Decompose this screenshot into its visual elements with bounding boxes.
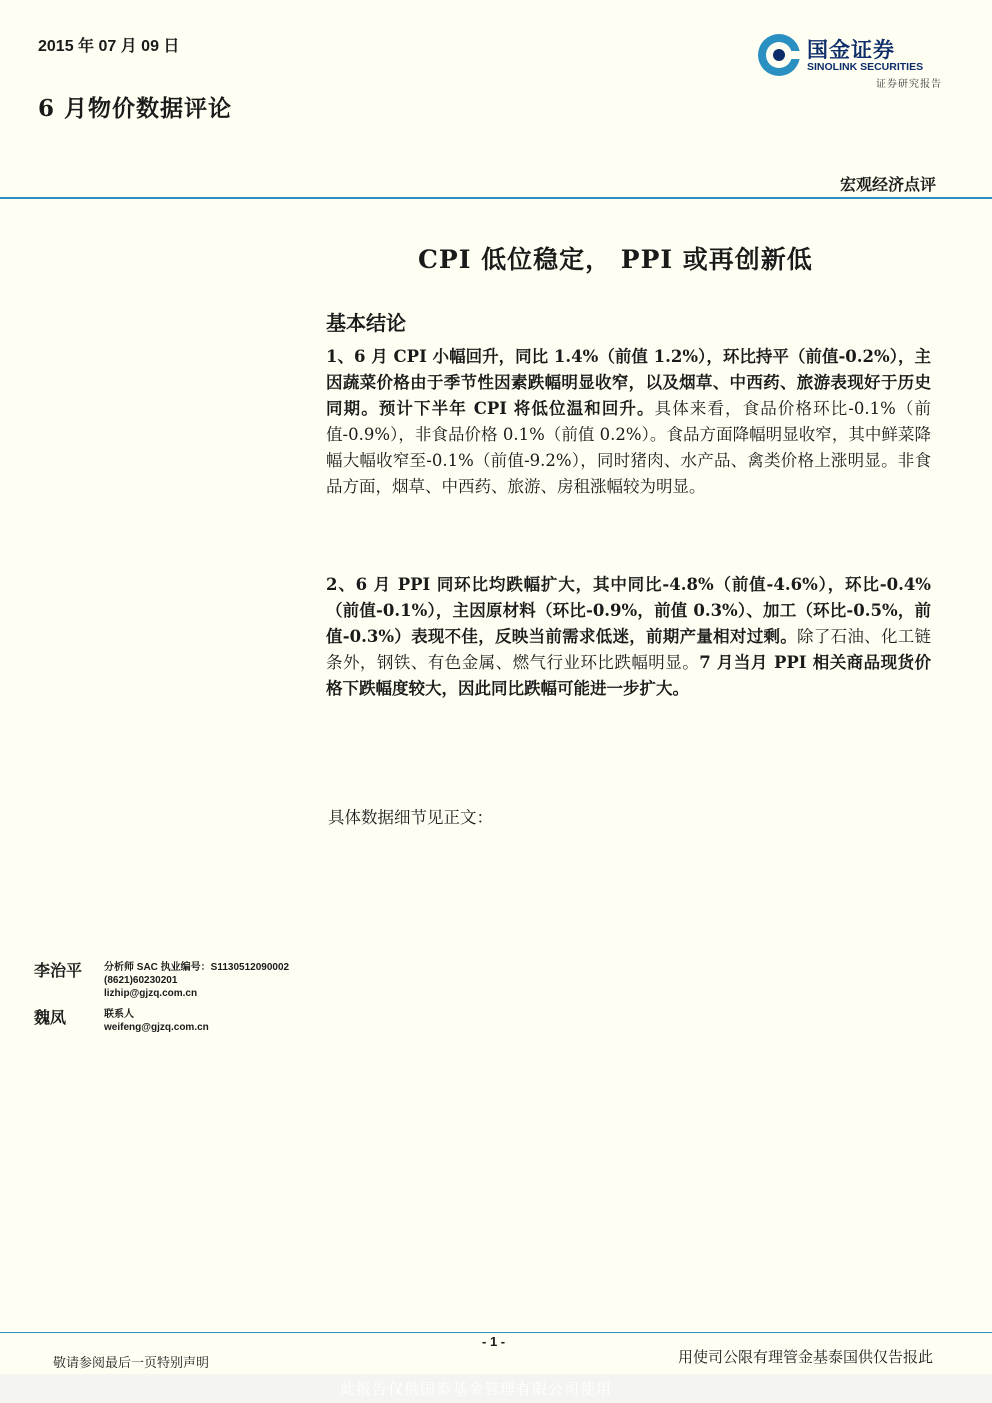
closing-text: 具体数据细节见正文： xyxy=(328,808,493,827)
contact-role: 联系人 xyxy=(104,1009,134,1020)
paragraph-2-bold-1: 2、6 月 PPI 同环比均跌幅扩大，其中同比-4.8%（前值-4.6%），环比-0.4%（前值-0.1%），主因原材料（环比-0.9%，前值 0.3%）、加工（环比-0.5%，前值-0.3%）表现不佳，反映当前需求低迷，前期产量相对过剩。 xyxy=(326,575,931,646)
report-category: 宏观经济点评 xyxy=(839,175,936,194)
disclaimer-note: 敬请参阅最后一页特别声明 xyxy=(53,1356,210,1371)
conclusion-paragraph-1 xyxy=(326,344,931,500)
section-title: 基本结论 xyxy=(326,311,406,335)
paragraph-2-bold-2: 7 月当月 PPI 相关商品现货价格下跌幅度较大，因此同比跌幅可能进一步扩大。 xyxy=(326,653,932,698)
contact-email: weifeng@gjzq.com.cn xyxy=(104,1022,209,1033)
logo-subtitle: 证券研究报告 xyxy=(876,79,942,90)
main-title: CPI 低位稳定， PPI 或再创新低 xyxy=(418,245,813,274)
analyst-email: lizhip@gjzq.com.cn xyxy=(104,988,198,999)
paragraph-2-normal: 除了石油、化工链条外，钢铁、有色金属、燃气行业环比跌幅明显。 xyxy=(326,627,932,672)
paragraph-1-normal: 具体来看，食品价格环比-0.1%（前值-0.9%），非食品价格 0.1%（前值 0.2%）。食品方面降幅明显收窄，其中鲜菜降幅大幅收窄至-0.1%（前值-9.2%），同时猪肉、水产品、禽类价格上涨明显。非食品方面，烟草、中西药、旅游、房租涨幅较为明显。 xyxy=(326,399,931,496)
analyst-credential: 分析师 SAC 执业编号：S1130512090002 xyxy=(104,962,290,973)
document-title: 6 月物价数据评论 xyxy=(38,95,233,122)
conclusion-paragraph-2 xyxy=(326,572,931,702)
contact-name: 魏凤 xyxy=(34,1008,67,1027)
analyst-phone: (8621)60230201 xyxy=(104,975,178,986)
watermark-text: 此报告仅供国泰基金管理有限公司使用 xyxy=(340,1380,613,1398)
footer-organization: 用使司公限有理管金基泰国供仅告报此 xyxy=(677,1348,933,1366)
header-divider xyxy=(0,197,992,199)
page-number: - 1 - xyxy=(482,1334,506,1349)
report-date: 2015 年 07 月 09 日 xyxy=(38,38,180,55)
analyst-info xyxy=(104,961,289,1000)
logo-chinese-name: 国金证券 xyxy=(807,38,895,62)
logo-english-name: SINOLINK SECURITIES xyxy=(807,61,924,73)
paragraph-1-bold: 1、6 月 CPI 小幅回升，同比 1.4%（前值 1.2%），环比持平（前值-0.2%），主因蔬菜价格由于季节性因素跌幅明显收窄，以及烟草、中西药、旅游表现好于历史同期。预计下半年 CPI 将低位温和回升。 xyxy=(326,347,931,418)
footer-divider xyxy=(0,1332,992,1333)
analyst-name: 李治平 xyxy=(34,961,83,980)
sinolink-logo-icon xyxy=(756,32,802,78)
contact-info xyxy=(104,1008,209,1034)
company-logo xyxy=(756,30,946,92)
